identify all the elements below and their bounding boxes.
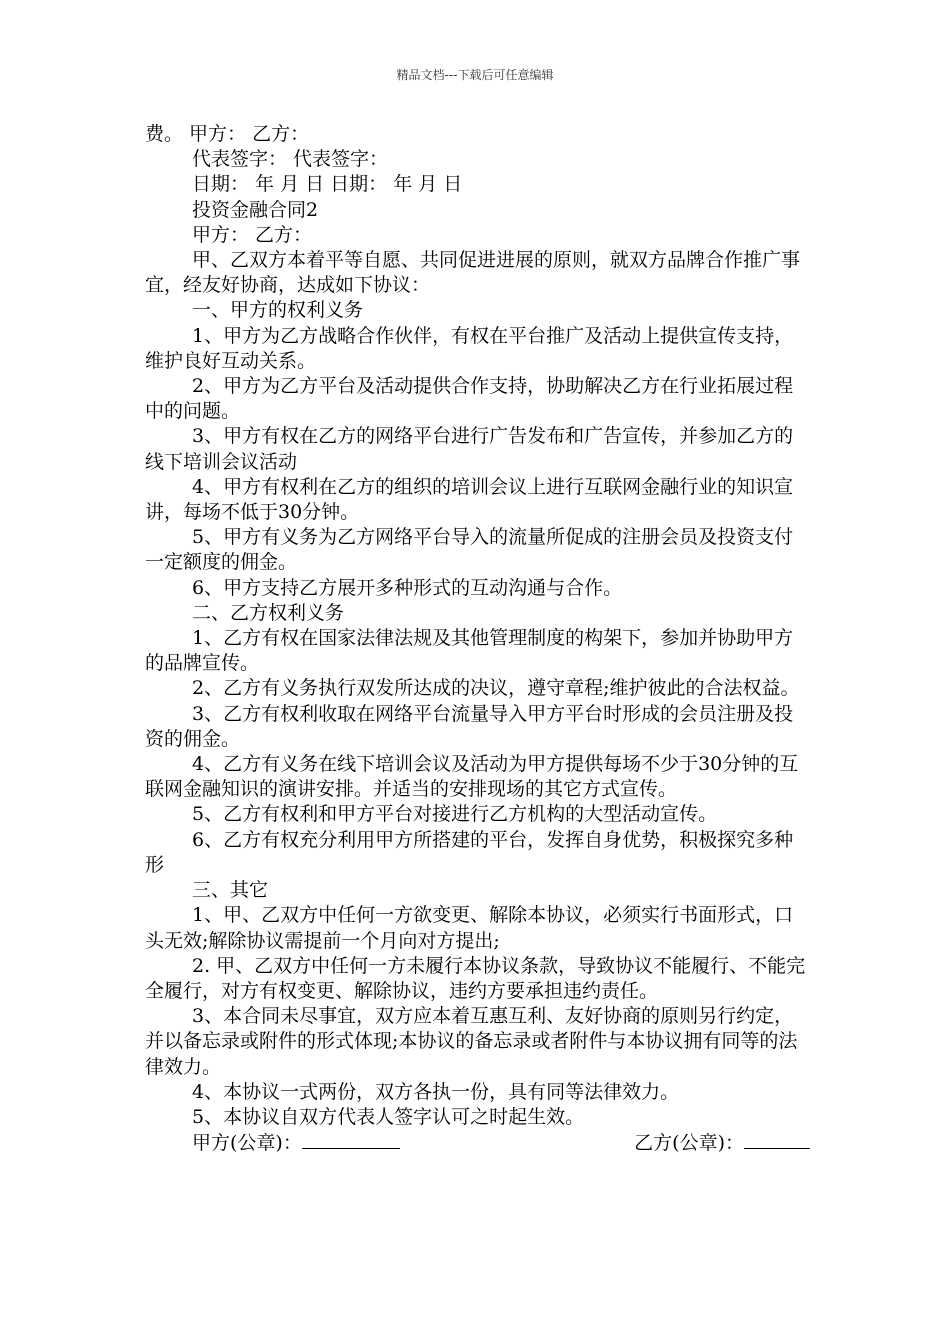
party-b-seal-label: 乙方(公章)： [634,1132,744,1155]
section-2-item: 5、乙方有权利和甲方平台对接进行乙方机构的大型活动宣传。 [192,803,718,826]
section-1-item: 6、甲方支持乙方展开多种形式的互动沟通与合作。 [192,576,623,599]
top-line-3: 日期： 年 月 日 日期： 年 月 日 [192,173,463,196]
section-2-item: 3、乙方有权利收取在网络平台流量导入甲方平台时形成的会员注册及投资的佣金。 [145,702,794,750]
contract-title: 投资金融合同2 [192,198,319,221]
party-b-seal-blank [744,1130,810,1149]
section-3-item: 5、本协议自双方代表人签字认可之时起生效。 [192,1105,585,1128]
page-header: 精品文档---下载后可任意编辑 [396,68,554,82]
section-2-item: 6、乙方有权充分利用甲方所搭建的平台，发挥自身优势，积极探究多种形 [145,828,794,876]
section-1-item: 1、甲方为乙方战略合作伙伴，有权在平台推广及活动上提供宣传支持，维护良好互动关系。 [145,324,794,372]
party-a-seal-label: 甲方(公章)： [192,1132,302,1155]
party-a-seal [192,1130,400,1156]
section-3-title: 三、其它 [192,879,269,902]
top-line-1: 费。 甲方： 乙方： [145,123,310,145]
section-1-item: 3、甲方有权在乙方的网络平台进行广告发布和广告宣传，并参加乙方的线下培训会议活动 [145,425,794,473]
section-2-item: 4、乙方有义务在线下培训会议及活动为甲方提供每场不少于30分钟的互联网金融知识的演讲安排。并适当的安排现场的其它方式宣传。 [145,753,799,801]
top-line-2: 代表签字： 代表签字： [192,148,389,171]
contract-body [145,122,810,1156]
section-3-item: 2. 甲、乙双方中任何一方未履行本协议条款，导致协议不能履行、不能完全履行，对方有权变更、解除协议，违约方要承担违约责任。 [145,954,806,1002]
section-2-item: 1、乙方有权在国家法律法规及其他管理制度的构架下，参加并协助甲方的品牌宣传。 [145,627,794,675]
section-3-item: 4、本协议一式两份，双方各执一份，具有同等法律效力。 [192,1080,680,1103]
intro-paragraph: 甲、乙双方本着平等自愿、共同促进进展的原则，就双方品牌合作推广事宜，经友好协商，达成如下协议： [145,249,801,297]
party-a-seal-blank [302,1130,400,1149]
section-3-item: 1、甲、乙双方中任何一方欲变更、解除本协议，必须实行书面形式，口头无效;解除协议需提前一个月向对方提出; [145,904,794,952]
signature-row [145,1130,810,1156]
section-1-item: 5、甲方有义务为乙方网络平台导入的流量所促成的注册会员及投资支付一定额度的佣金。 [145,526,794,574]
parties-line: 甲方： 乙方： [192,223,313,246]
section-3-item: 3、本合同未尽事宜，双方应本着互惠互利、友好协商的原则另行约定，并以备忘录或附件的形式体现;本协议的备忘录或者附件与本协议拥有同等的法律效力。 [145,1005,798,1078]
section-2-item: 2、乙方有义务执行双发所达成的决议，遵守章程;维护彼此的合法权益。 [192,677,800,700]
section-1-title: 一、甲方的权利义务 [192,299,364,322]
party-b-seal [634,1130,810,1156]
section-2-title: 二、乙方权利义务 [192,601,345,624]
section-1-item: 2、甲方为乙方平台及活动提供合作支持，协助解决乙方在行业拓展过程中的问题。 [145,375,794,423]
section-1-item: 4、甲方有权利在乙方的组织的培训会议上进行互联网金融行业的知识宣讲，每场不低于30分钟。 [145,475,794,524]
